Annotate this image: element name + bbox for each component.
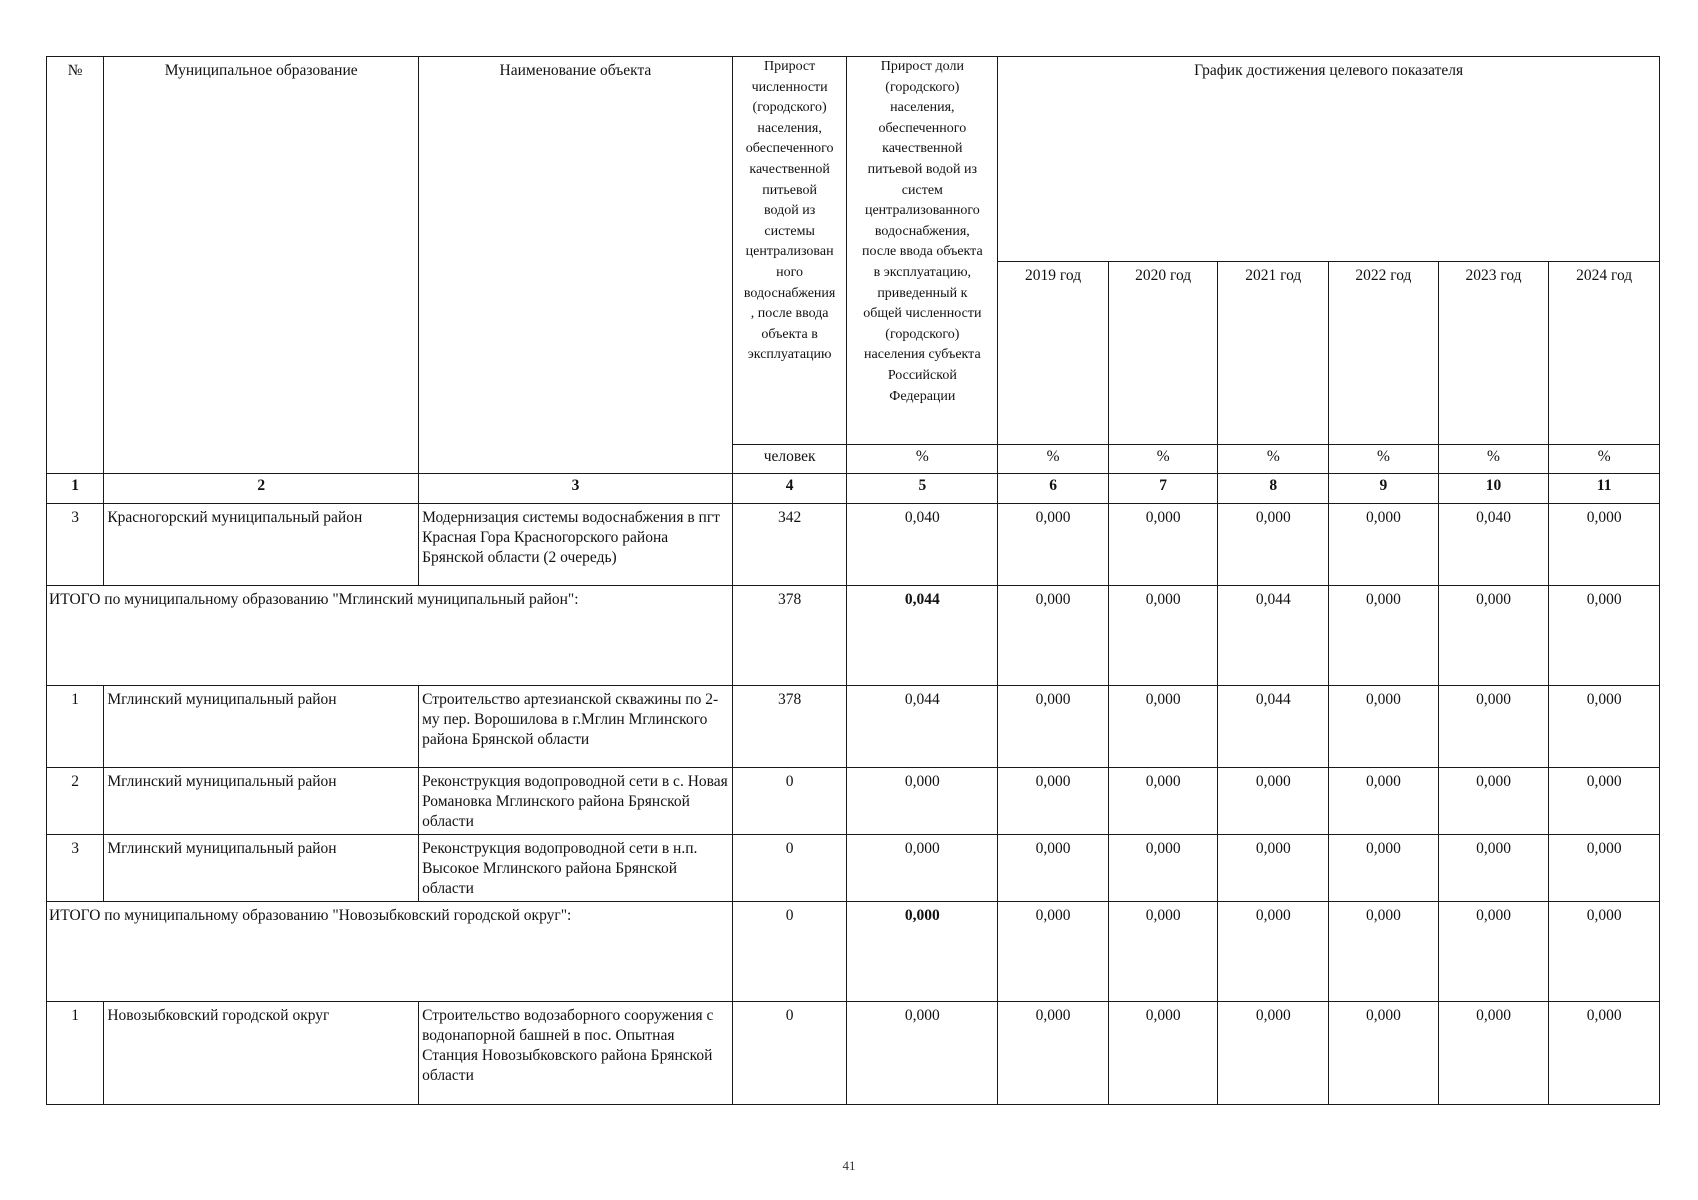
year-value-cell: 0,000 — [1438, 768, 1549, 835]
year-value-cell: 0,000 — [1108, 768, 1218, 835]
column-numbers-row — [47, 474, 1660, 504]
unit-2019: % — [998, 445, 1109, 474]
header-growth-line: , после ввода — [750, 306, 829, 322]
column-number: 11 — [1549, 474, 1660, 504]
year-value-cell: 0,000 — [1549, 504, 1660, 586]
year-value-cell: 0,000 — [1108, 504, 1218, 586]
share-growth-cell: 0,044 — [847, 586, 998, 686]
year-value-cell: 0,000 — [1218, 768, 1329, 835]
column-number: 10 — [1438, 474, 1549, 504]
object-name-cell: Модернизация системы водоснабжения в пгт Красная Гора Красногорского района Брянской области (2 очередь) — [419, 504, 733, 586]
header-no: № — [47, 57, 104, 474]
share-growth-cell: 0,040 — [847, 504, 998, 586]
year-value-cell: 0,000 — [1329, 835, 1439, 902]
year-value-cell: 0,000 — [1329, 1002, 1439, 1105]
header-share-line: приведенный к — [877, 285, 968, 301]
header-growth-line: Прирост — [763, 59, 816, 74]
header-growth-line: (городского) — [752, 100, 827, 116]
year-value-cell: 0,000 — [1438, 686, 1549, 768]
year-value-cell: 0,000 — [998, 504, 1109, 586]
year-value-cell: 0,000 — [1438, 902, 1549, 1002]
object-name-cell: Строительство артезианской скважины по 2-му пер. Ворошилова в г.Мглин Мглинского района Брянской области — [419, 686, 733, 768]
header-share-line: (городского) — [885, 79, 960, 95]
year-value-cell: 0,000 — [1108, 686, 1218, 768]
header-share-line: централизованного — [864, 203, 980, 219]
year-value-cell: 0,000 — [998, 768, 1109, 835]
table-row — [47, 1002, 1660, 1105]
header-growth-line: численности — [751, 79, 828, 95]
year-value-cell: 0,040 — [1438, 504, 1549, 586]
year-value-cell: 0,000 — [998, 835, 1109, 902]
table-row — [47, 504, 1660, 586]
header-share-line: в эксплуатацию, — [873, 264, 972, 280]
people-growth-cell: 0 — [732, 1002, 847, 1105]
year-value-cell: 0,000 — [998, 1002, 1109, 1105]
header-row — [47, 57, 1660, 262]
header-schedule-title: График достижения целевого показателя — [998, 57, 1660, 262]
year-value-cell: 0,000 — [1438, 586, 1549, 686]
municipality-cell: Мглинский муниципальный район — [104, 768, 419, 835]
header-growth-line: системы — [764, 223, 815, 239]
row-number-cell: 3 — [47, 835, 104, 902]
people-growth-cell: 378 — [732, 686, 847, 768]
column-number: 7 — [1108, 474, 1218, 504]
share-growth-cell: 0,000 — [847, 1002, 998, 1105]
column-number: 5 — [847, 474, 998, 504]
header-growth-line: водоснабжения — [743, 285, 836, 301]
header-year-2023: 2023 год — [1438, 262, 1549, 445]
year-value-cell: 0,000 — [1438, 1002, 1549, 1105]
total-row — [47, 586, 1660, 686]
header-share-line: после ввода объекта — [862, 244, 983, 260]
column-number: 2 — [104, 474, 419, 504]
row-number-cell: 3 — [47, 504, 104, 586]
table-row — [47, 768, 1660, 835]
year-value-cell: 0,000 — [1218, 835, 1329, 902]
header-growth-line: централизован — [745, 244, 834, 260]
header-object-name: Наименование объекта — [419, 57, 733, 474]
header-year-2020: 2020 год — [1108, 262, 1218, 445]
year-value-cell: 0,044 — [1218, 586, 1329, 686]
column-number: 1 — [47, 474, 104, 504]
share-growth-cell: 0,000 — [847, 902, 998, 1002]
total-label: ИТОГО по муниципальному образованию "Новозыбковский городской округ": — [47, 902, 733, 1002]
year-value-cell: 0,000 — [1549, 835, 1660, 902]
header-share-line: Федерации — [889, 388, 956, 404]
header-year-2024: 2024 год — [1549, 262, 1660, 445]
year-value-cell: 0,000 — [1329, 504, 1439, 586]
header-growth-line: водой из — [764, 203, 816, 219]
people-growth-cell: 342 — [732, 504, 847, 586]
municipality-cell: Красногорский муниципальный район — [104, 504, 419, 586]
year-value-cell: 0,000 — [1108, 1002, 1218, 1105]
object-name-cell: Строительство водозаборного сооружения с водонапорной башней в пос. Опытная Станция Новозыбковского района Брянской области — [419, 1002, 733, 1105]
year-value-cell: 0,000 — [1108, 586, 1218, 686]
year-value-cell: 0,000 — [1329, 902, 1439, 1002]
unit-people: человек — [732, 445, 847, 474]
header-growth-line: качественной — [749, 161, 830, 177]
year-value-cell: 0,000 — [1218, 902, 1329, 1002]
year-value-cell: 0,000 — [998, 586, 1109, 686]
header-growth-line: питьевой — [762, 182, 817, 198]
year-value-cell: 0,000 — [1108, 902, 1218, 1002]
header-share-line: питьевой водой из — [867, 161, 978, 177]
share-growth-cell: 0,000 — [847, 768, 998, 835]
total-row — [47, 902, 1660, 1002]
year-value-cell: 0,000 — [1329, 768, 1439, 835]
header-share-line: населения, — [890, 100, 955, 116]
row-number-cell: 1 — [47, 686, 104, 768]
people-growth-cell: 0 — [732, 902, 847, 1002]
header-share-line: населения субъекта — [864, 347, 981, 363]
people-growth-cell: 0 — [732, 835, 847, 902]
header-year-2022: 2022 год — [1329, 262, 1439, 445]
year-value-cell: 0,000 — [1549, 1002, 1660, 1105]
object-name-cell: Реконструкция водопроводной сети в с. Новая Романовка Мглинского района Брянской области — [419, 768, 733, 835]
year-value-cell: 0,000 — [1329, 686, 1439, 768]
table-row — [47, 835, 1660, 902]
header-municipality: Муниципальное образование — [104, 57, 419, 474]
year-value-cell: 0,000 — [1549, 586, 1660, 686]
target-indicator-table — [46, 56, 1660, 1105]
total-label: ИТОГО по муниципальному образованию "Мглинский муниципальный район": — [47, 586, 733, 686]
header-year-2019: 2019 год — [998, 262, 1109, 445]
header-growth-line: эксплуатацию — [747, 347, 832, 363]
column-number: 8 — [1218, 474, 1329, 504]
year-value-cell: 0,000 — [1438, 835, 1549, 902]
unit-share: % — [847, 445, 998, 474]
header-share-line: Прирост доли — [880, 59, 964, 74]
header-share-line: качественной — [882, 141, 963, 157]
municipality-cell: Мглинский муниципальный район — [104, 835, 419, 902]
year-value-cell: 0,000 — [1218, 1002, 1329, 1105]
municipality-cell: Мглинский муниципальный район — [104, 686, 419, 768]
year-value-cell: 0,000 — [998, 686, 1109, 768]
header-growth-line: обеспеченного — [745, 141, 834, 157]
unit-2021: % — [1218, 445, 1329, 474]
row-number-cell: 1 — [47, 1002, 104, 1105]
people-growth-cell: 0 — [732, 768, 847, 835]
year-value-cell: 0,000 — [998, 902, 1109, 1002]
column-number: 3 — [419, 474, 733, 504]
header-year-2021: 2021 год — [1218, 262, 1329, 445]
page-number: 41 — [842, 1158, 856, 1173]
row-number-cell: 2 — [47, 768, 104, 835]
unit-2020: % — [1108, 445, 1218, 474]
header-share-line: обеспеченного — [878, 120, 967, 136]
object-name-cell: Реконструкция водопроводной сети в н.п. Высокое Мглинского района Брянской области — [419, 835, 733, 902]
year-value-cell: 0,044 — [1218, 686, 1329, 768]
header-growth-line: ного — [776, 264, 804, 280]
year-value-cell: 0,000 — [1108, 835, 1218, 902]
header-population-share-growth — [847, 57, 998, 445]
header-share-line: общей численности — [863, 306, 982, 322]
year-value-cell: 0,000 — [1549, 686, 1660, 768]
column-number: 9 — [1329, 474, 1439, 504]
people-growth-cell: 378 — [732, 586, 847, 686]
header-share-line: систем — [901, 182, 943, 198]
unit-2024: % — [1549, 445, 1660, 474]
header-share-line: (городского) — [885, 326, 960, 342]
year-value-cell: 0,000 — [1329, 586, 1439, 686]
year-value-cell: 0,000 — [1549, 902, 1660, 1002]
header-share-line: водоснабжения, — [874, 223, 970, 239]
header-share-line: Российской — [887, 367, 957, 383]
share-growth-cell: 0,044 — [847, 686, 998, 768]
share-growth-cell: 0,000 — [847, 835, 998, 902]
column-number: 4 — [732, 474, 847, 504]
year-value-cell: 0,000 — [1549, 768, 1660, 835]
header-growth-line: населения, — [757, 120, 822, 136]
header-population-growth — [732, 57, 847, 445]
unit-2022: % — [1329, 445, 1439, 474]
table-row — [47, 686, 1660, 768]
unit-2023: % — [1438, 445, 1549, 474]
year-value-cell: 0,000 — [1218, 504, 1329, 586]
municipality-cell: Новозыбковский городской округ — [104, 1002, 419, 1105]
column-number: 6 — [998, 474, 1109, 504]
header-growth-line: объекта в — [761, 326, 818, 342]
